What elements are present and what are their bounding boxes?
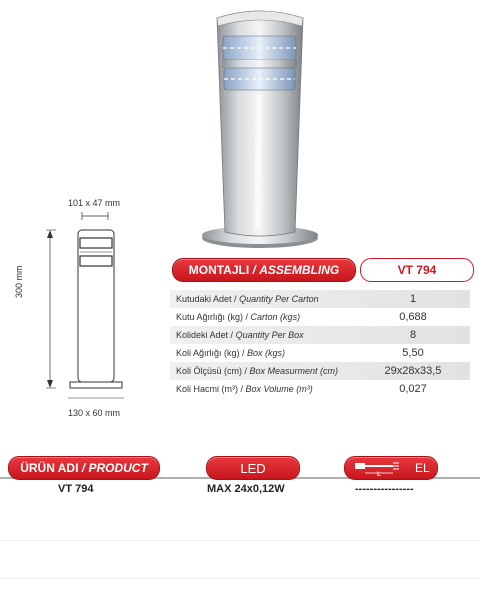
led-badge: LED [206, 456, 300, 480]
product-label-tr: ÜRÜN ADI [20, 461, 79, 475]
spec-value: 29x28x33,5 [384, 365, 442, 377]
drawing-outline [20, 208, 160, 408]
cable-icon [353, 460, 401, 476]
spec-value: 0,027 [399, 383, 427, 395]
faint-divider [0, 540, 480, 541]
spec-value: 0,688 [399, 311, 427, 323]
spec-row [170, 308, 470, 326]
led-value: MAX 24x0,12W [207, 483, 285, 495]
spec-label: Kolideki Adet / Quantity Per Box [176, 330, 304, 340]
spec-row [170, 290, 470, 308]
spec-row [170, 326, 470, 344]
spec-row [170, 380, 470, 398]
height-dimension: 300 mm [14, 265, 24, 298]
spec-value: 1 [409, 293, 417, 305]
cable-length-label: L [377, 472, 381, 476]
product-label-en: PRODUCT [88, 461, 148, 475]
product-value: VT 794 [58, 483, 94, 495]
top-dimension: 101 x 47 mm [68, 198, 121, 208]
base-dimension: 130 x 60 mm [68, 408, 121, 418]
assembling-label-en: ASSEMBLING [259, 263, 340, 277]
assembling-badge: MONTAJLI / ASSEMBLING [172, 258, 356, 282]
spec-label: Kutu Ağırlığı (kg) / Carton (kgs) [176, 312, 301, 322]
el-badge [344, 456, 438, 480]
spec-value: 8 [409, 329, 417, 341]
product-name-badge: ÜRÜN ADI / PRODUCT [8, 456, 160, 480]
spec-label: Koli Ağırlığı (kg) / Box (kgs) [176, 348, 286, 358]
technical-drawing [14, 198, 160, 420]
faint-divider [0, 578, 480, 579]
spec-label: Koli Hacmi (m³) / Box Volume (m³) [176, 384, 313, 394]
spec-row [170, 362, 470, 380]
product-photo [195, 0, 325, 252]
spec-table [170, 290, 470, 398]
spec-label: Koli Ölçüsü (cm) / Box Measurment (cm) [176, 366, 339, 376]
assembling-label-tr: MONTAJLI [188, 263, 250, 277]
spec-value: 5,50 [402, 347, 424, 359]
spec-row [170, 344, 470, 362]
spec-label: Kutudaki Adet / Quantity Per Carton [176, 294, 319, 304]
product-code-badge: VT 794 [360, 258, 474, 282]
el-value: ---------------- [355, 483, 414, 495]
el-label: EL [415, 461, 430, 475]
